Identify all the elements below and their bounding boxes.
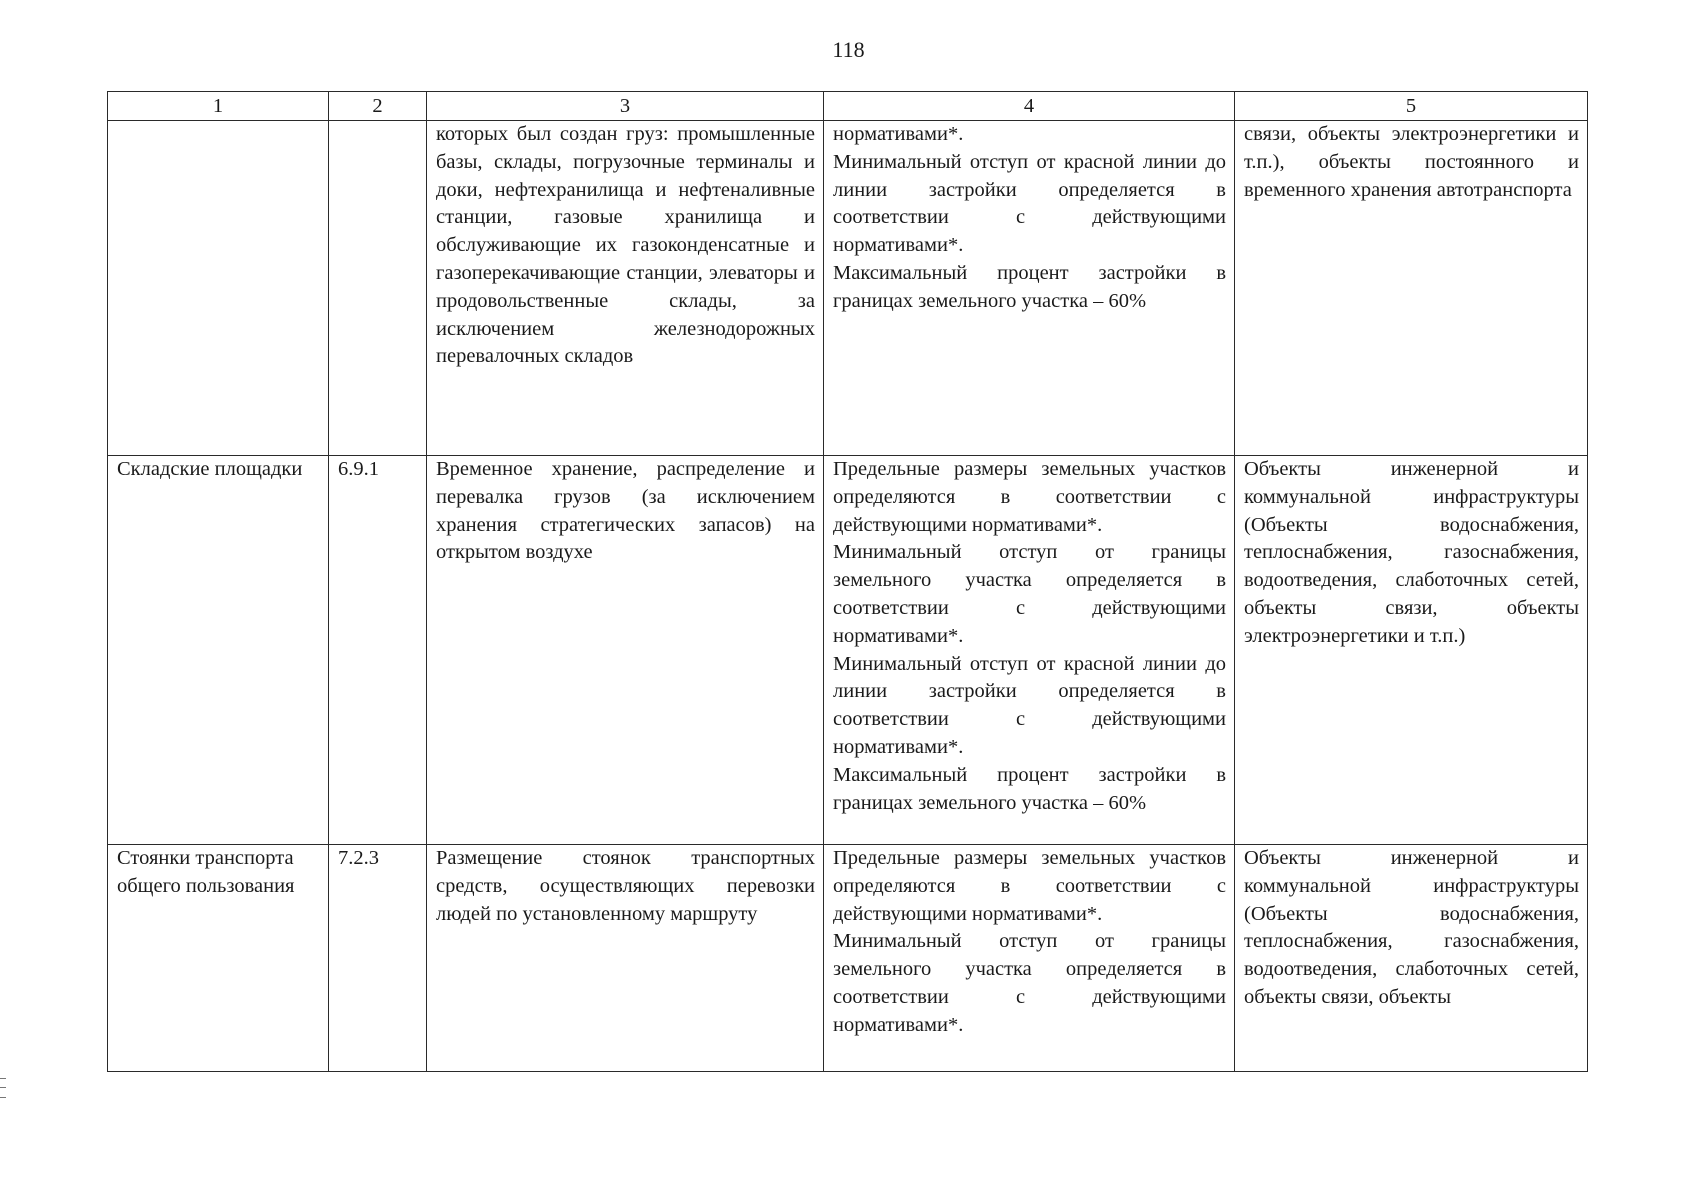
parameter-text: Минимальный отступ от границы земельного участка определяется в соответствии с действующими нормативами*.	[833, 930, 1226, 1036]
objects-text: Объекты инженерной и коммунальной инфраструктуры (Объекты водоснабжения, теплоснабжения, газоснабжения, водоотведения, слаботочных сетей, объекты связи, объекты	[1244, 847, 1579, 1008]
use-type-name: Стоянки транспорта общего пользования	[108, 845, 329, 1072]
use-type-description	[427, 845, 824, 1072]
parameters-cell	[824, 121, 1235, 456]
use-type-code	[329, 121, 427, 456]
parameter-text: Максимальный процент застройки в границах земельного участка – 60%	[833, 261, 1226, 312]
column-number-5: 5	[1235, 92, 1588, 121]
page-number: 118	[832, 37, 865, 62]
parameter-text: Предельные размеры земельных участков определяются в соответствии с действующими нормативами*.	[833, 847, 1226, 925]
table-row	[108, 121, 1588, 456]
scan-edge-mark	[0, 1078, 6, 1098]
land-use-table	[107, 91, 1588, 1072]
table-row	[108, 845, 1588, 1072]
column-number-1: 1	[108, 92, 329, 121]
description-text: которых был создан груз: промышленные базы, склады, погрузочные терминалы и доки, нефтехранилища и нефтеналивные станции, газовые хранилища и обслуживающие их газоконденсатные и газоперекачивающие станции, элеваторы и продовольственные склады, за исключением железнодорожных перевалочных складов	[436, 123, 815, 368]
auxiliary-objects-cell	[1235, 456, 1588, 845]
use-type-description	[427, 456, 824, 845]
description-text: Размещение стоянок транспортных средств, осуществляющих перевозки людей по установленному маршруту	[436, 847, 815, 925]
objects-text: Объекты инженерной и коммунальной инфраструктуры (Объекты водоснабжения, теплоснабжения, газоснабжения, водоотведения, слаботочных сетей, объекты связи, объекты электроэнергетики и т.п.)	[1244, 458, 1579, 647]
parameters-cell	[824, 845, 1235, 1072]
use-type-code: 6.9.1	[329, 456, 427, 845]
use-type-code: 7.2.3	[329, 845, 427, 1072]
auxiliary-objects-cell	[1235, 845, 1588, 1072]
parameter-text: нормативами*.	[833, 123, 964, 145]
parameter-text: Максимальный процент застройки в границах земельного участка – 60%	[833, 763, 1226, 814]
use-type-name	[108, 121, 329, 456]
objects-text: связи, объекты электроэнергетики и т.п.), объекты постоянного и временного хранения автотранспорта	[1244, 123, 1579, 201]
auxiliary-objects-cell	[1235, 121, 1588, 456]
parameter-text: Предельные размеры земельных участков определяются в соответствии с действующими нормативами*.	[833, 458, 1226, 536]
use-type-description	[427, 121, 824, 456]
column-number-3: 3	[427, 92, 824, 121]
parameters-cell	[824, 456, 1235, 845]
column-number-4: 4	[824, 92, 1235, 121]
use-type-name: Складские площадки	[108, 456, 329, 845]
parameter-text: Минимальный отступ от границы земельного участка определяется в соответствии с действующими нормативами*.	[833, 541, 1226, 647]
parameter-text: Минимальный отступ от красной линии до линии застройки определяется в соответствии с действующими нормативами*.	[833, 652, 1226, 758]
column-number-row	[108, 92, 1588, 121]
parameter-text: Минимальный отступ от красной линии до линии застройки определяется в соответствии с действующими нормативами*.	[833, 150, 1226, 257]
description-text: Временное хранение, распределение и перевалка грузов (за исключением хранения стратегических запасов) на открытом воздухе	[436, 458, 815, 564]
table-row	[108, 456, 1588, 845]
column-number-2: 2	[329, 92, 427, 121]
